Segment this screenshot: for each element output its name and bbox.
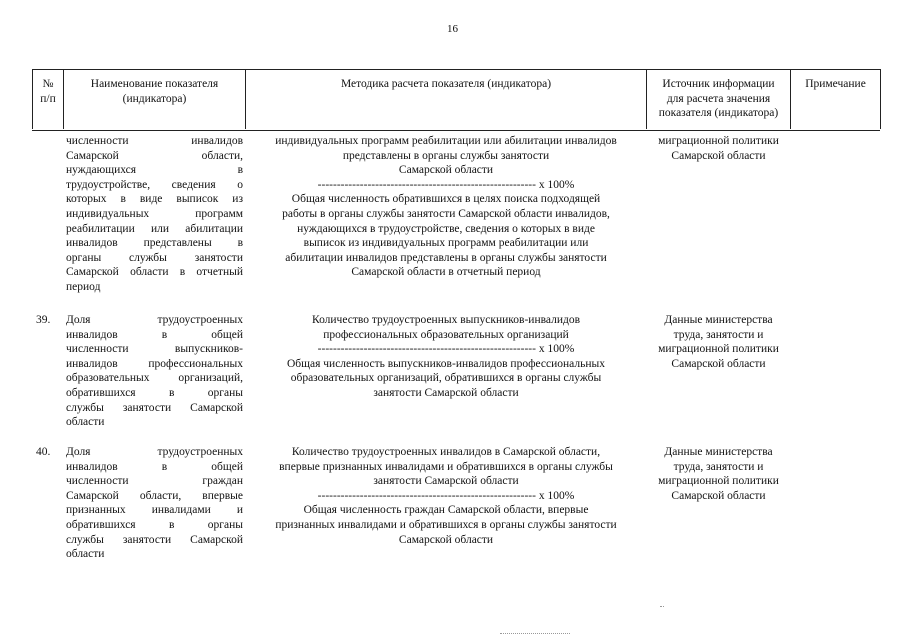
name-line: инвалидов представлены в: [66, 237, 243, 250]
source-line: миграционной политики: [658, 135, 779, 147]
name-line: Самарской области,: [66, 149, 243, 162]
name-line: инвалидов профессиональных: [66, 357, 243, 370]
method-denominator-line: выписок из индивидуальных программ реабилитации или: [303, 237, 589, 250]
name-line: службы занятости Самарской: [66, 533, 243, 546]
header-method-column: [246, 77, 646, 92]
method-denominator-line: Самарской области: [398, 533, 494, 546]
header-name-column: [64, 77, 245, 106]
name-line: обратившихся в органы: [66, 518, 243, 531]
method-denominator-line: Общая численность обратившихся в целях поиска подходящей: [291, 193, 601, 206]
name-line: трудоустройстве, сведения о: [66, 178, 243, 191]
name-line: Самарской области в отчетный: [66, 266, 243, 279]
header-text: Наименование показателя: [90, 78, 219, 90]
name-line: численности инвалидов: [66, 135, 243, 147]
source-line: миграционной политики: [658, 343, 779, 356]
source-line: Данные министерства: [664, 314, 773, 326]
method-numerator-line: индивидуальных программ реабилитации или абилитации инвалидов: [275, 135, 617, 147]
name-line: индивидуальных программ: [66, 207, 243, 220]
row-40-method: [246, 445, 646, 547]
name-line: численности выпускников-: [66, 343, 243, 356]
source-line: Самарской области: [671, 489, 766, 502]
row-continued-source: [647, 134, 790, 163]
name-line: реабилитации или абилитации: [66, 222, 243, 235]
name-line: службы занятости Самарской: [66, 401, 243, 414]
name-line: области: [66, 416, 105, 429]
method-denominator-line: Общая численность граждан Самарской области, впервые: [303, 504, 589, 517]
header-text: Источник информации: [662, 78, 775, 90]
header-text: п/п: [40, 92, 56, 105]
name-line: инвалидов в общей: [66, 328, 243, 341]
source-line: труда, занятости и: [673, 460, 764, 473]
row-39-number: 39.: [36, 314, 51, 326]
method-denominator-line: занятости Самарской области: [373, 386, 519, 399]
method-denominator-line: работы в органы службы занятости Самарской области инвалидов,: [282, 207, 610, 220]
row-40-number: 40.: [36, 446, 51, 458]
page-number: 16: [447, 23, 458, 35]
name-line: области: [66, 548, 105, 561]
header-text: №: [42, 78, 54, 90]
name-line: органы службы занятости: [66, 251, 243, 264]
name-line: обратившихся в органы: [66, 386, 243, 399]
method-denominator-line: признанных инвалидами и обратившихся в органы службы занятости: [275, 518, 617, 531]
scan-artifact: [500, 633, 570, 634]
name-line: Доля трудоустроенных: [66, 446, 243, 458]
header-source-column: [647, 77, 790, 121]
method-numerator-line: Количество трудоустроенных выпускников-инвалидов: [311, 314, 581, 326]
name-line: которых в виде выписок из: [66, 193, 243, 206]
row-39-name: [66, 313, 243, 430]
name-line: Самарской области, впервые: [66, 489, 243, 502]
name-line: период: [66, 280, 101, 293]
header-text: Примечание: [805, 78, 866, 90]
fraction-suffix: x 100%: [538, 343, 575, 356]
fraction-bar: --------------------------------------------------------- x 100%: [317, 178, 575, 191]
header-text: показателя (индикатора): [658, 107, 779, 120]
method-denominator-line: образовательных организаций, обратившихся в органы службы: [290, 372, 602, 385]
fraction-bar: --------------------------------------------------------- x 100%: [317, 343, 575, 356]
method-denominator-line: Самарской области в отчетный период: [351, 266, 541, 279]
name-line: Доля трудоустроенных: [66, 314, 243, 326]
table-border-right: [880, 69, 881, 129]
row-39-method: [246, 313, 646, 401]
method-denominator-line: нуждающихся в трудоустройстве, сведения о которых в виде: [297, 222, 595, 235]
method-numerator-line: профессиональных образовательных организаций: [323, 328, 569, 341]
header-text: (индикатора): [122, 92, 187, 105]
method-numerator-line: впервые признанных инвалидами и обратившихся в органы службы: [279, 460, 613, 473]
name-line: нуждающихся в: [66, 164, 243, 177]
method-denominator-line: абилитации инвалидов представлены в органы службы занятости: [285, 251, 607, 264]
name-line: численности граждан: [66, 475, 243, 488]
row-39-source: [647, 313, 790, 371]
name-line: признанных инвалидами и: [66, 504, 243, 517]
row-40-name: [66, 445, 243, 562]
row-continued-method: [246, 134, 646, 280]
source-line: Данные министерства: [664, 446, 773, 458]
fraction-suffix: x 100%: [538, 489, 575, 502]
name-line: инвалидов в общей: [66, 460, 243, 473]
source-line: Самарской области: [671, 149, 766, 162]
fraction-suffix: x 100%: [538, 178, 575, 191]
method-numerator-line: Самарской области: [398, 164, 494, 177]
name-line: образовательных организаций,: [66, 372, 243, 385]
source-line: Самарской области: [671, 357, 766, 370]
method-numerator-line: Количество трудоустроенных инвалидов в Самарской области,: [291, 446, 601, 458]
fraction-bar: --------------------------------------------------------- x 100%: [317, 489, 575, 502]
scan-artifact: [660, 606, 664, 607]
source-line: миграционной политики: [658, 475, 779, 488]
header-text: Методика расчета показателя (индикатора): [340, 78, 552, 90]
method-denominator-line: Общая численность выпускников-инвалидов профессиональных: [286, 357, 605, 370]
method-numerator-line: представлены в органы службы занятости: [342, 149, 550, 162]
method-numerator-line: занятости Самарской области: [373, 475, 519, 488]
header-number-column: [33, 77, 63, 106]
source-line: труда, занятости и: [673, 328, 764, 341]
header-text: для расчета значения: [666, 92, 771, 105]
row-continued-name: [66, 134, 243, 295]
header-note-column: [791, 77, 880, 92]
row-40-source: [647, 445, 790, 503]
